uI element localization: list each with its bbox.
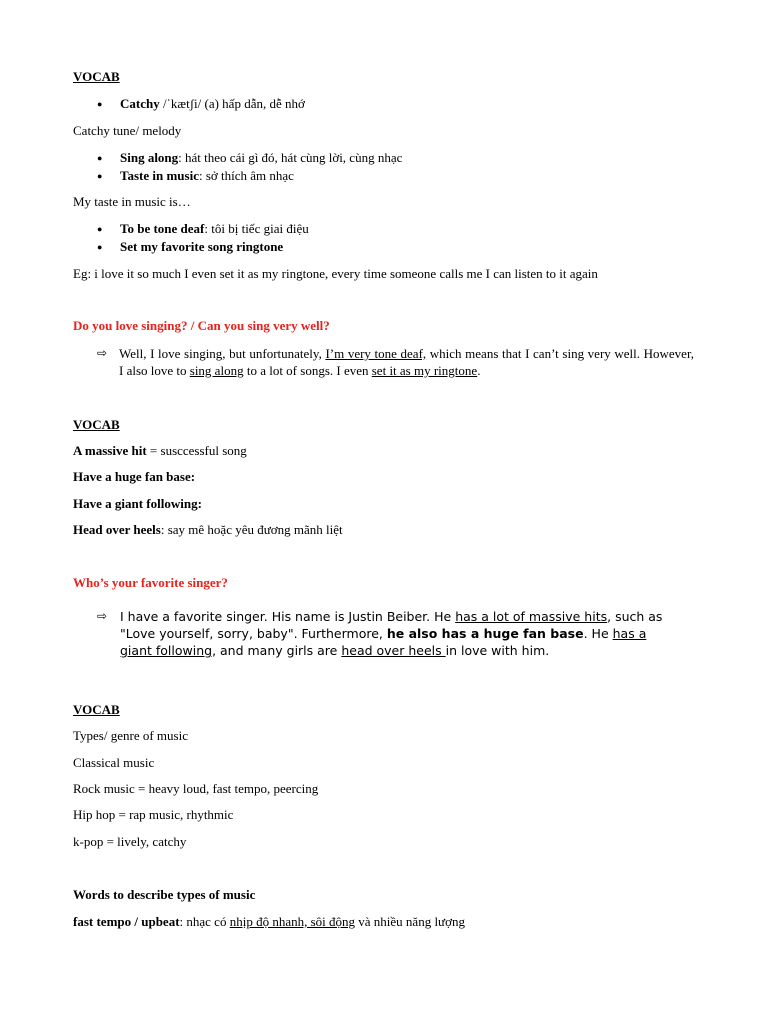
vocab-item-catchy: Catchy /ˈkætʃi/ (a) hấp dẫn, dễ nhớ	[120, 96, 305, 111]
bullet-icon: ●	[97, 99, 103, 109]
taste-line: My taste in music is…	[73, 194, 191, 209]
genre-line-types: Types/ genre of music	[73, 728, 188, 743]
vocab-item-ringtone: Set my favorite song ringtone	[120, 239, 284, 254]
question-1: Do you love singing? / Can you sing very well?	[73, 318, 330, 333]
vocab-item-taste: Taste in music: sở thích âm nhạc	[120, 168, 294, 183]
vocab-head-over-heels: Head over heels: say mê hoặc yêu đương mãnh liệt	[73, 522, 343, 537]
genre-line-classical: Classical music	[73, 755, 155, 770]
bullet-icon: ●	[97, 224, 103, 234]
arrow-icon: ⇨	[97, 609, 108, 623]
bullet-icon: ●	[97, 242, 103, 252]
example-line: Eg: i love it so much I even set it as my ringtone, every time someone calls me I can listen to it again	[73, 266, 598, 281]
vocab-giant-following: Have a giant following:	[73, 496, 202, 511]
bullet-icon: ●	[97, 171, 103, 181]
answer-2: I have a favorite singer. His name is Justin Beiber. He has a lot of massive hits, such as "Love yourself, sorry, baby". Furthermore, he also has a huge fan base. He has a giant following, and many girls are head over heels in love with him.	[120, 609, 663, 658]
vocab-heading-2: VOCAB	[73, 417, 120, 432]
vocab-fan-base: Have a huge fan base:	[73, 469, 196, 484]
genre-line-kpop: k-pop = lively, catchy	[73, 834, 187, 849]
vocab-item-sing-along: Sing along: hát theo cái gì đó, hát cùng lời, cùng nhạc	[120, 150, 403, 165]
describe-music-heading: Words to describe types of music	[73, 887, 256, 902]
genre-line-rock: Rock music = heavy loud, fast tempo, peercing	[73, 781, 319, 796]
vocab-item-tone-deaf: To be tone deaf: tôi bị tiếc giai điệu	[120, 221, 309, 236]
vocab-fast-tempo: fast tempo / upbeat: nhạc có nhịp độ nhanh, sôi động và nhiều năng lượng	[73, 914, 465, 929]
bullet-icon: ●	[97, 153, 103, 163]
genre-line-hiphop: Hip hop = rap music, rhythmic	[73, 807, 234, 822]
answer-1: Well, I love singing, but unfortunately, I’m very tone deaf, which means that I can’t sing very well. However, I also love to sing along to a lot of songs. I even set it as my ringtone.	[119, 346, 695, 378]
question-2: Who’s your favorite singer?	[73, 575, 228, 590]
arrow-icon: ⇨	[97, 346, 108, 360]
vocab-heading-3: VOCAB	[73, 702, 120, 717]
catchy-tune-line: Catchy tune/ melody	[73, 123, 182, 138]
vocab-heading-1: VOCAB	[73, 69, 120, 84]
vocab-massive-hit: A massive hit = susccessful song	[73, 443, 247, 458]
